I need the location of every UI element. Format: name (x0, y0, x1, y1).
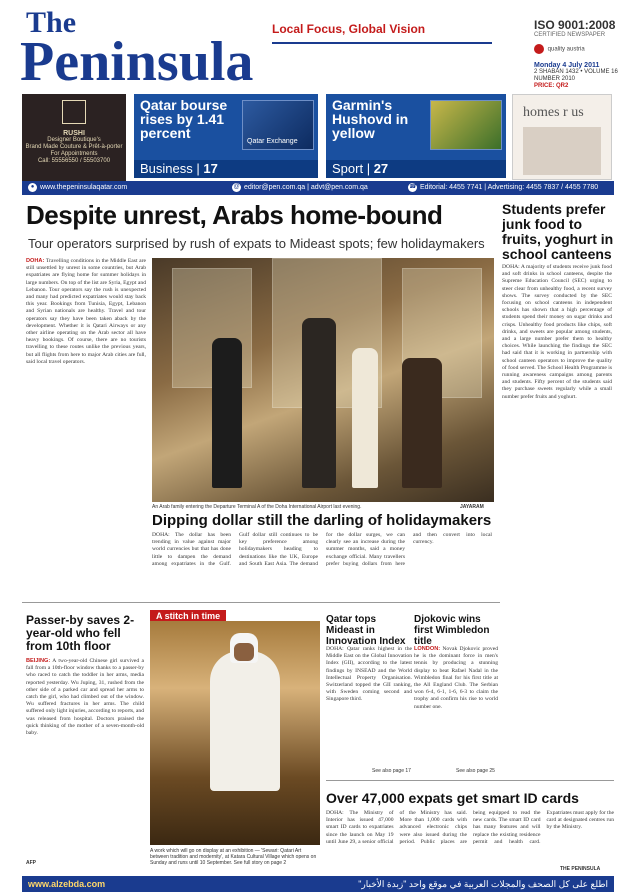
contact-phones: ☎ Editorial: 4455 7741 | Advertising: 4455 7837 / 4455 7780 (408, 183, 599, 191)
stitch-caption-text: A work which will go on display at an exhibition — 'Sewari: Qatari Art between tradition and modernity', at Katara Cultural Village which opens on Sunday and runs until 10 September. (150, 848, 317, 866)
passer-by-body (26, 658, 144, 854)
innovation-more[interactable]: See also page 17 (372, 768, 411, 774)
photo-figure-2 (302, 318, 336, 488)
iso-sub: CERTIFIED NEWSPAPER (534, 32, 606, 38)
homes-r-us-ad[interactable] (512, 94, 612, 180)
rushi-line3: For Appointments (50, 151, 98, 157)
innovation-headline[interactable]: Qatar tops Mideast in Innovation Index (326, 614, 406, 647)
teaser-business[interactable] (134, 94, 318, 178)
lead-photo-credit: JAYARAM (460, 504, 484, 510)
junk-food-headline[interactable]: Students prefer junk food to fruits, yoghurt in school canteens (502, 201, 614, 262)
teaser-business-headline: Qatar bourse rises by 1.41 percent (140, 97, 228, 141)
id-cards-source: THE PENINSULA (560, 866, 601, 872)
homes-r-us-label: homes r us (523, 105, 584, 120)
innovation-body: DOHA: Qatar ranks highest in the Middle East on the Global Innovation Index (GII), according to the latest findings by INSEAD and the World Intellectual Property Organisation. Switzerland topped the GII ranking, with Sweden coming second and Singapore third. (326, 646, 412, 703)
qatar-exchange-image (242, 100, 314, 150)
stitch-caption (150, 848, 320, 866)
passer-by-headline[interactable]: Passer-by saves 2-year-old who fell from 10th floor (26, 613, 135, 653)
footer-bar (22, 876, 614, 892)
dollar-headline[interactable]: Dipping dollar still the darling of holidaymakers (152, 512, 492, 529)
masthead-title: Peninsula (20, 31, 254, 93)
tagline: Local Focus, Global Vision (272, 22, 426, 36)
iso-badge (534, 18, 618, 38)
issue-day: Monday 4 July 2011 (534, 62, 600, 69)
rushi-line1: Designer Boutique's (47, 137, 101, 143)
cyclist-image (430, 100, 502, 150)
issue-info (534, 62, 618, 90)
section-divider (22, 602, 500, 603)
stitch-robe (210, 651, 280, 791)
teaser-sport-section: Sport (332, 161, 364, 176)
rushi-line2: Brand Made Couture & Prêt-à-porter (25, 144, 123, 150)
id-cards-body: DOHA: The Ministry of Interior has issued 47,000 smart ID cards to expatriates since the launch on May 19 until June 29, a senior official of the Ministry has said. More than 1,000 cards with advanced electronic chips were also issued during the period. Public places are being equipped to read the new cards. The smart ID card has many features and will replace the existing residence permit and health card. Expatriates must apply for the card at designated centres run by the Ministry. (326, 810, 614, 845)
passer-by-source: AFP (26, 860, 36, 866)
qatar-exchange-label: Qatar Exchange (247, 138, 298, 145)
photo-figure-4 (402, 358, 442, 488)
issue-line3: NUMBER 2010 (534, 76, 576, 82)
globe-icon: ● (28, 183, 37, 192)
passer-by-text: A two-year-old Chinese girl survived a fall from a 10th-floor window thanks to a passer-by who raced to catch the toddler in her arms, media reported yesterday. Wu Juping, 31, rushed from the other side of a parked car and spread her arms to catch the girl, who had climbed out of the window. Wu suffered fractures in her arms. The child suffered only light injuries, according to reports, and was released from hospital. Doctors praised the quick thinking of the mother of a seven-month-old baby. (26, 658, 144, 737)
lead-body-text: Travelling conditions in the Middle East are still unsettled by unrest in some countries, but Arab expatriates are flying home for summer holidays in large numbers. On top of the list are Syria, Egypt and Lebanon. Tour operators say the rush is unexpected and many had predicted expatriates would stay back this year. Bookings from Tunisia, Egypt, Lebanon and Syrian nationals are healthy. Travel and tour operators say they have been taken aback by the development. Whether it is Qatari Airways or any other airline operating on the Arab sector all have heavy bookings. Of course, there are no tourists travelling to these routes unlike the previous years, but all flights from here to major Arab cities are full, said local travel operators. (26, 258, 146, 365)
masthead-logo[interactable] (20, 2, 260, 93)
quality-austria-logo (534, 44, 618, 54)
homes-r-us-image (523, 127, 601, 175)
id-cards-divider (326, 780, 614, 781)
contact-email[interactable]: @ editor@pen.com.qa | advt@pen.com.qa (233, 183, 368, 191)
djokovic-text: Novak Djokovic proved he is the dominant force in men's tennis by producing a stunning display to beat Rafael Nadal in the Wimbledon final for his first title at the All England Club. The Serbian won 6-4, 6-1, 1-6, 6-3 to claim the trophy and confirm his rise to world number one. (414, 646, 498, 710)
quality-label: quality austria (547, 46, 585, 53)
djokovic-body (414, 646, 498, 766)
teaser-sport[interactable] (326, 94, 506, 178)
lead-subhead: Tour operators surprised by rush of expats to Mideast spots; few holidaymakers (28, 236, 485, 251)
rushi-ad[interactable] (22, 94, 126, 182)
teaser-business-section: Business (140, 161, 193, 176)
footer-arabic: اطلع على كل الصحف والمجلات العربية في موقع واحد "زبدة الأخبار" (358, 879, 608, 889)
rushi-name: RUSHI (63, 130, 85, 137)
stitch-photo[interactable] (150, 621, 320, 845)
stitch-face (234, 643, 254, 661)
djokovic-dateline: LONDON: (414, 646, 441, 652)
photo-figure-1 (212, 338, 242, 488)
footer-url[interactable]: www.alzebda.com (28, 879, 106, 889)
phone-icon: ☎ (408, 183, 417, 190)
junk-food-body: DOHA: A majority of students receive junk food and soft drinks in school canteens, despite the Supreme Education Council (SEC) urging to steer clear from unhealthy food, a recent survey shows. The survey conducted by the SEC focusing on school canteens in independent schools has shown that a high percentage of students spend their money on sugar drinks and crisps. Unhealthy food products like chips, soft drinks, and sweets are popular among students, and a large number prefer them to healthy choices. While launching the findings the SEC had said that it is working in partnership with school canteen operators to improve the quality of food served. The School Health Programme is running awareness campaigns among parents and students. Fifty percent of the students said they purchase sweets regularly while a small number prefer fruits and yoghurt. (502, 264, 612, 400)
lead-dateline: DOHA: (26, 258, 45, 264)
mail-icon: @ (233, 183, 240, 190)
teaser-business-page: 17 (203, 161, 218, 176)
contact-web[interactable]: ● www.thepeninsulaqatar.com (28, 181, 127, 195)
masthead-the: The (26, 6, 77, 39)
dollar-body: DOHA: The dollar has been trending in value against major world currencies but that has done little to dampen the demand among expatriates in the Gulf. Gulf dollar still continues to be key preference among holidaymakers heading to destinations like the UK, Europe and South East Asia. The demand for the dollar surges, we can clearly see an increase during the summer months, said a money exchange official. Many travellers prefer buying dollars from here and then convert into local currency. (152, 532, 492, 567)
lead-headline[interactable]: Despite unrest, Arabs home-bound (26, 200, 443, 230)
teaser-sport-bar: Sport | 27 (326, 160, 506, 178)
lead-photo-caption: An Arab family entering the Departure Terminal A of the Doha International Airport last evening. (152, 504, 362, 510)
quality-logo-icon (534, 44, 544, 54)
stitch-more[interactable]: See full story on page 2 (233, 860, 287, 866)
teaser-business-bar: Business | 17 (134, 160, 318, 178)
id-cards-headline[interactable]: Over 47,000 expats get smart ID cards (326, 790, 579, 806)
photo-figure-3 (352, 348, 378, 488)
passer-by-dateline: BEIJING: (26, 658, 51, 664)
lead-photo[interactable] (152, 258, 494, 502)
iso-label: ISO 9001:2008 (534, 18, 616, 32)
teaser-sport-page: 27 (373, 161, 389, 176)
djokovic-headline[interactable]: Djokovic wins first Wimbledon title (414, 614, 490, 647)
lead-body (26, 258, 146, 578)
issue-price: PRICE: QR2 (534, 83, 569, 89)
contact-bar (22, 181, 614, 195)
stitch-label: A stitch in time (150, 610, 226, 622)
djokovic-more[interactable]: See also page 25 (456, 768, 495, 774)
masthead-rule (272, 42, 492, 44)
rushi-logo-icon (62, 100, 86, 124)
issue-line2: 2 SHABAN 1432 • VOLUME 16 (534, 69, 618, 75)
rushi-phone: Call: 55556550 / 55503700 (37, 158, 111, 164)
teaser-sport-headline: Garmin's Hushovd in yellow (332, 97, 409, 141)
